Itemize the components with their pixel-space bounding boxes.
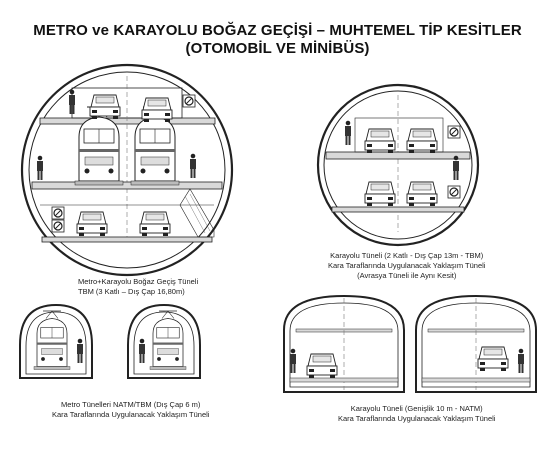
caption-line: Kara Taraflarında Uygulanacak Yaklaşım Tüneli (52, 410, 210, 419)
person-icon (345, 121, 351, 145)
person-icon (190, 154, 196, 178)
car-icon (478, 347, 508, 371)
person-icon (518, 349, 524, 373)
caption-line: Karayolu Tüneli (2 Katlı - Dış Çap 13m - TBM) (330, 251, 484, 260)
caption-line: Metro+Karayolu Boğaz Geçiş Tüneli (78, 277, 199, 286)
person-icon (139, 339, 145, 363)
section-karayolu-natm (284, 296, 536, 392)
person-icon (77, 339, 83, 363)
section-karayolu-tbm (318, 85, 478, 245)
car-icon (365, 182, 395, 206)
page-title: METRO ve KARAYOLU BOĞAZ GEÇİŞİ – MUHTEMEL TİP KESİTLER (33, 22, 522, 39)
traffic-sign-icon (52, 207, 64, 219)
traffic-sign-icon (448, 126, 460, 138)
metro-train-icon (150, 311, 186, 370)
section-metro-karayolu (22, 65, 232, 275)
car-icon (407, 129, 437, 153)
caption-line: Metro Tünelleri NATM/TBM (Dış Çap 6 m) (61, 400, 201, 409)
caption-karayolu-tbm (328, 251, 485, 281)
caption-line: TBM (3 Katlı – Dış Çap 16,80m) (78, 287, 185, 296)
car-icon (90, 95, 120, 119)
caption-karayolu-natm (338, 404, 495, 424)
caption-line: Kara Taraflarında Uygulanacak Yaklaşım Tüneli (338, 414, 496, 423)
person-icon (290, 349, 296, 373)
car-icon (142, 98, 172, 122)
car-icon (407, 182, 437, 206)
caption-metro-karayolu (78, 277, 198, 297)
section-metro-natm (20, 305, 200, 378)
person-icon (37, 156, 43, 180)
caption-line: (Avrasya Tüneli ile Aynı Kesit) (357, 271, 457, 280)
page-subtitle: (OTOMOBİL VE MİNİBÜS) (185, 40, 370, 57)
car-icon (307, 354, 337, 378)
caption-line: Karayolu Tüneli (Genişlik 10 m - NATM) (350, 404, 483, 413)
car-icon (365, 129, 395, 153)
traffic-sign-icon (52, 220, 64, 232)
traffic-sign-icon (183, 95, 195, 107)
caption-line: Kara Taraflarında Uygulanacak Yaklaşım Tüneli (328, 261, 486, 270)
car-icon (77, 212, 107, 236)
caption-metro-natm (52, 400, 209, 420)
traffic-sign-icon (448, 186, 460, 198)
metro-train-icon (34, 311, 70, 370)
car-icon (140, 212, 170, 236)
